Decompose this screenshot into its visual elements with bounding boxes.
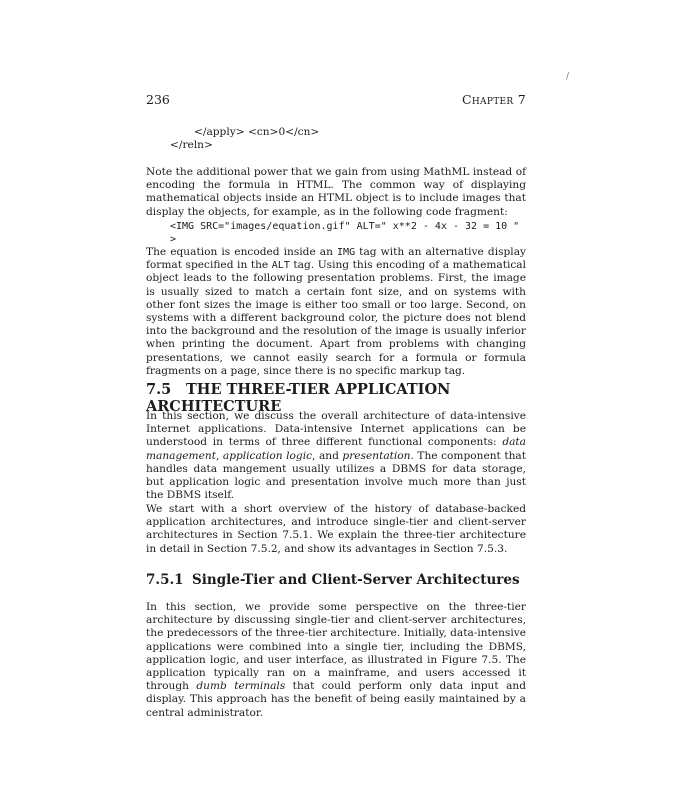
paragraph-intro-c: , and — [312, 449, 343, 462]
paragraph-intro-b: , — [215, 449, 223, 462]
paragraph-problems-b: tag with an alternative display format specified in the — [146, 246, 526, 272]
img-tag-code: IMG — [337, 247, 356, 258]
paragraph-single-tier — [146, 601, 526, 720]
code-line-reln: </reln> — [170, 139, 213, 152]
term-dumb-terminals: dumb terminals — [196, 680, 286, 693]
paragraph-overview-text: We start with a short overview of the history of database-backed application architectures, and introduce single-tier and client-server architectures in Section 7.5.1. We explain the three-tier architecture in detail in Section 7.5.2, and show its advantages in Section 7.5.3. — [146, 503, 526, 555]
paragraph-mathml — [146, 166, 526, 219]
term-application-logic: application logic — [222, 449, 313, 462]
paragraph-problems-a: The equation is encoded inside an — [146, 246, 338, 258]
code-continuation — [146, 126, 526, 152]
paragraph-intro-d: . The component that handles data mangement usually utilizes a DBMS for data storage, but application logic and presentation involve much more than just the DBMS itself. — [146, 449, 526, 502]
page-number: 236 — [146, 92, 170, 107]
paragraph-problems-c: tag. Using this encoding of a mathematical object leads to the following presentation problems. First, the image is usually sized to match a certain font size, and on systems with other font sizes the image is either too small or too large. Second, on systems with a different background color, the picture does not blend into the background and the resolution of the image is usually inferior when printing the document. Apart from problems with changing presentations, we cannot easily search for a formula or formula fragments on a page, since there is no specific markup tag. — [146, 259, 527, 377]
subsection-number: 7.5.1 — [146, 572, 184, 588]
img-code-fragment — [146, 220, 526, 246]
code-line-apply: </apply> <cn>0</cn> — [194, 126, 320, 138]
alt-tag-code: ALT — [271, 260, 290, 272]
page-header — [146, 92, 526, 108]
margin-mark: / — [566, 72, 570, 82]
section-number: 7.5 — [146, 381, 172, 398]
chapter-title: Chapter 7 — [462, 92, 526, 107]
paragraph-overview — [146, 503, 526, 556]
paragraph-intro — [146, 410, 526, 502]
paragraph-mathml-text: Note the additional power that we gain from using MathML instead of encoding the formula in HTML. The common way of displaying mathematical objects inside an HTML object is to include images that display the objects, for example, as in the following code fragment: — [146, 166, 526, 218]
paragraph-single-tier-b: that could perform only data input and display. This approach has the benefit of being easily maintained by a central administrator. — [146, 680, 526, 719]
img-code-text: <IMG SRC="images/equation.gif" ALT=" x**2 - 4x - 32 = 10 " > — [170, 221, 520, 246]
term-data-management: data management — [146, 436, 526, 462]
subsection-title: Single-Tier and Client-Server Architectures — [192, 572, 520, 588]
term-presentation: presentation — [342, 449, 411, 462]
paragraph-intro-a: In this section, we discuss the overall architecture of data-intensive Internet applications. Data-intensive Internet applications can be understood in terms of three different functional components: — [146, 410, 526, 449]
section-title: THE THREE-TIER APPLICATION ARCHITECTURE — [146, 381, 451, 415]
paragraph-single-tier-a: In this section, we provide some perspective on the three-tier architecture by discussing single-tier and client-server architectures, the predecessors of the three-tier architecture. Initially, data-intensive applications were combined into a single tier, including the DBMS, application logic, and user interface, as illustrated in Figure 7.5. The application typically ran on a mainframe, and users accessed it through — [146, 601, 526, 693]
paragraph-problems — [146, 246, 526, 378]
subsection-heading — [146, 572, 526, 588]
